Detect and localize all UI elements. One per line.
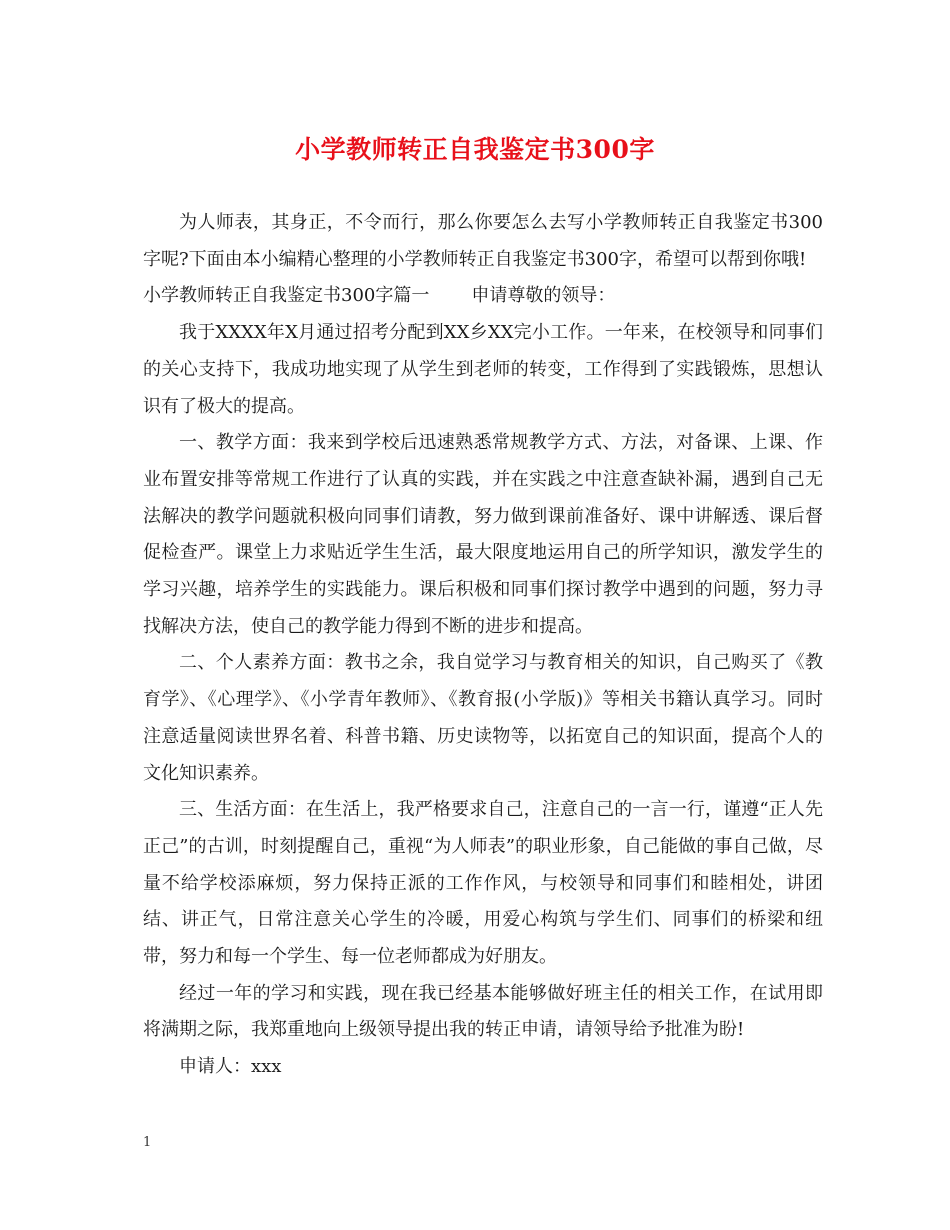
body-paragraph: 我于XXXX年X月通过招考分配到XX乡XX完小工作。一年来，在校领导和同事们的关心支持下，我成功地实现了从学生到老师的转变，工作得到了实践锻炼，思想认识有了极大的提高。 (143, 322, 823, 417)
body-paragraph: 二、个人素养方面：教书之余，我自觉学习与教育相关的知识，自己购买了《教育学》、《心理学》、《小学青年教师》、《教育报(小学版)》等相关书籍认真学习。同时注意适量阅读世界名着、科普书籍、历史读物等，以拓宽自己的知识面，提高个人的文化知识素养。 (143, 652, 823, 784)
document-body (143, 205, 823, 1086)
body-paragraph: 经过一年的学习和实践，现在我已经基本能够做好班主任的相关工作，在试用即将满期之际，我郑重地向上级领导提出我的转正申请，请领导给予批准为盼! (143, 982, 823, 1041)
signature: 申请人：xxx (179, 1056, 282, 1078)
document-title: 小学教师转正自我鉴定书300字 (295, 135, 655, 164)
body-paragraph: 一、教学方面：我来到学校后迅速熟悉常规教学方式、方法，对备课、上课、作业布置安排等常规工作进行了认真的实践，并在实践之中注意查缺补漏，遇到自己无法解决的教学问题就积极向同事们请教，努力做到课前准备好、课中讲解透、课后督促检查严。课堂上力求贴近学生生活，最大限度地运用自己的所学知识，激发学生的学习兴趣，培养学生的实践能力。课后积极和同事们探讨教学中遇到的问题，努力寻找解决方法，使自己的教学能力得到不断的进步和提高。 (143, 432, 823, 637)
body-paragraph: 三、生活方面：在生活上，我严格要求自己，注意自己的一言一行，谨遵“正人先正己”的古训，时刻提醒自己，重视“为人师表”的职业形象，自己能做的事自己做，尽量不给学校添麻烦，努力保持正派的工作作风，与校领导和同事们和睦相处，讲团结、讲正气，日常注意关心学生的冷暖，用爱心构筑与学生们、同事们的桥梁和纽带，努力和每一个学生、每一位老师都成为好朋友。 (143, 799, 823, 968)
intro-paragraph: 为人师表，其身正，不令而行，那么你要怎么去写小学教师转正自我鉴定书300字呢?下面由本小编精心整理的小学教师转正自我鉴定书300字，希望可以帮到你哦! (143, 212, 823, 270)
section-heading: 小学教师转正自我鉴定书300字篇一 (143, 285, 430, 307)
page-number: 1 (143, 1135, 152, 1150)
section-heading-line (143, 278, 823, 315)
salutation: 申请尊敬的领导： (471, 285, 616, 307)
